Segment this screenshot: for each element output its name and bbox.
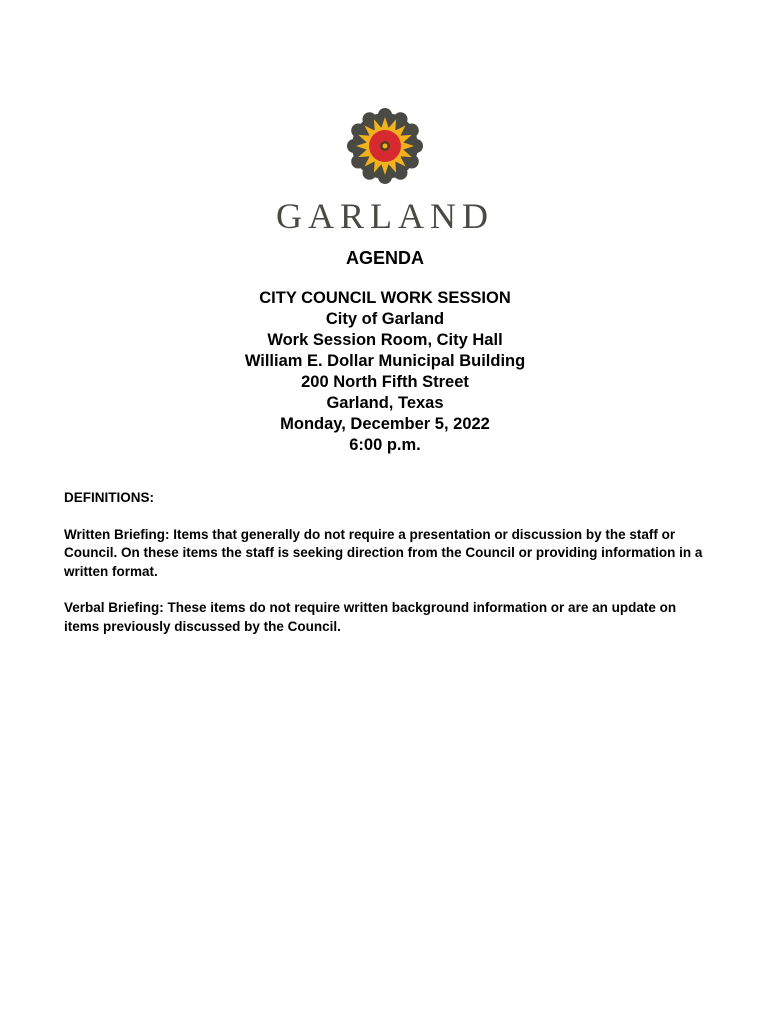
- garland-seal-icon: [347, 108, 423, 184]
- definitions-section: [64, 489, 704, 654]
- meeting-organization: City of Garland: [325, 310, 445, 328]
- definitions-heading: DEFINITIONS:: [64, 490, 154, 505]
- meeting-date: Monday, December 5, 2022: [280, 415, 490, 433]
- meeting-type: CITY COUNCIL WORK SESSION: [259, 289, 511, 307]
- page-title: AGENDA: [345, 248, 424, 268]
- meeting-building: William E. Dollar Municipal Building: [244, 352, 526, 370]
- verbal-briefing-definition: Verbal Briefing: These items do not require written background information or are an update on items previously discussed by the Council.: [64, 600, 677, 634]
- written-briefing-definition: Written Briefing: Items that generally do not require a presentation or discussion by the staff or Council. On these items the staff is seeking direction from the Council or providing information in a written format.: [64, 526, 703, 579]
- logo: [0, 108, 770, 184]
- garland-wordmark: GARLAND: [276, 196, 494, 236]
- meeting-info: [0, 288, 770, 456]
- meeting-city: Garland, Texas: [326, 394, 444, 412]
- agenda-header: [0, 246, 770, 456]
- meeting-time: 6:00 p.m.: [349, 436, 421, 454]
- meeting-room: Work Session Room, City Hall: [267, 331, 503, 349]
- meeting-street: 200 North Fifth Street: [301, 373, 469, 391]
